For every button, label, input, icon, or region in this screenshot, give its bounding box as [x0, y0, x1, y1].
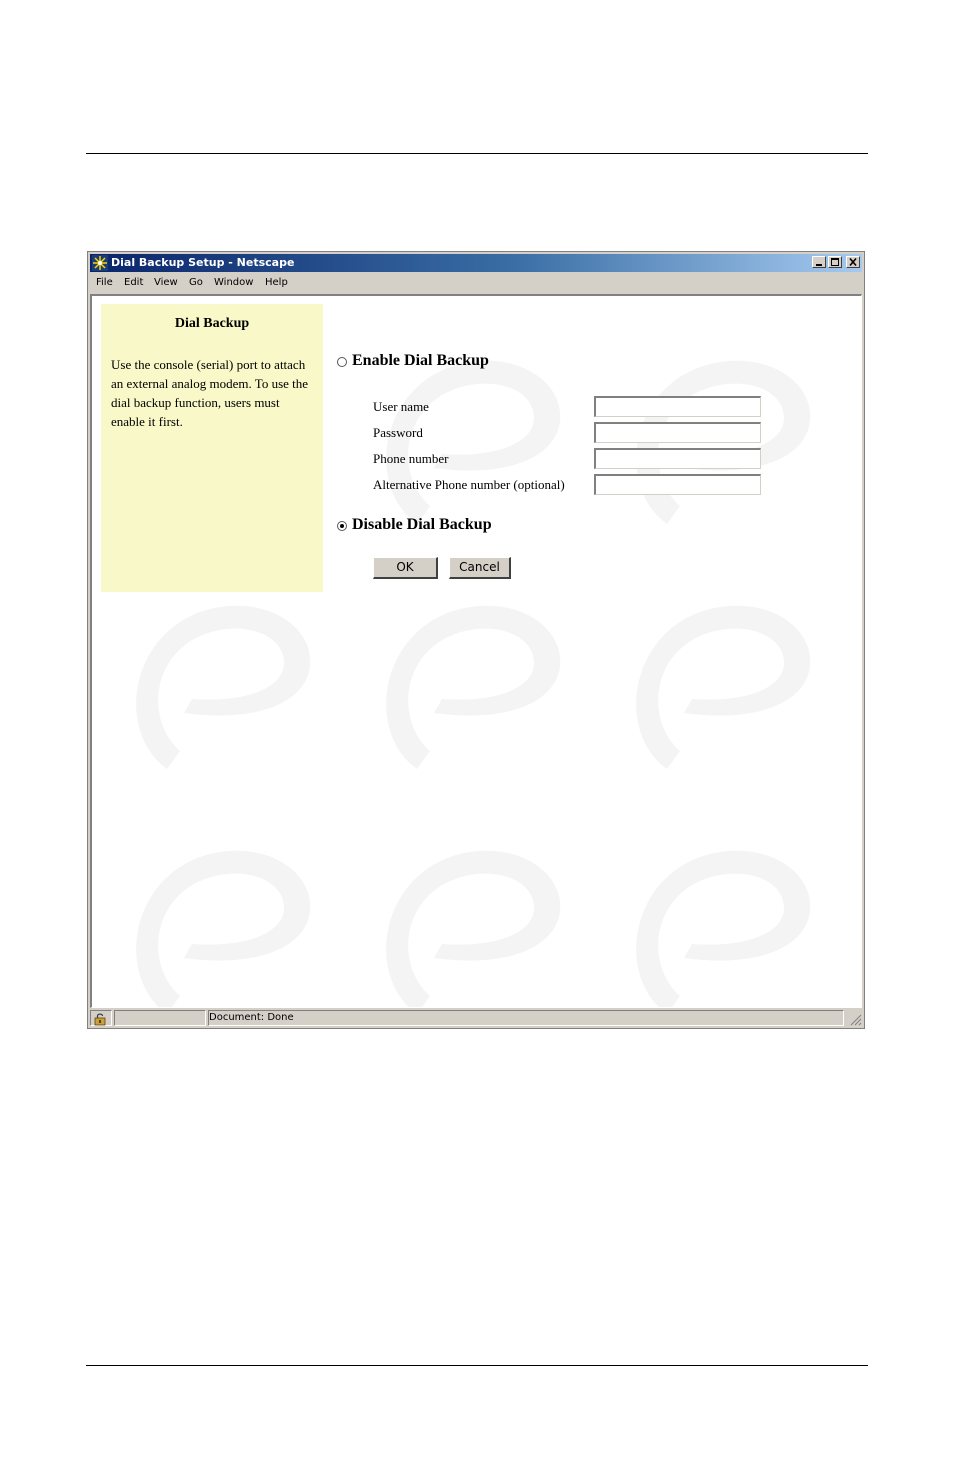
progress-cell: [114, 1010, 206, 1026]
page-content: [90, 294, 862, 1008]
menu-go[interactable]: Go: [189, 277, 203, 288]
menu-bar: [90, 274, 862, 292]
status-bar: [90, 1010, 862, 1026]
password-label: Password: [373, 425, 423, 440]
user-name-input[interactable]: [594, 396, 761, 417]
disable-radio-button[interactable]: [336, 520, 348, 532]
security-cell[interactable]: [90, 1010, 112, 1026]
minimize-button[interactable]: [812, 256, 826, 268]
maximize-icon: [829, 257, 841, 267]
cancel-button[interactable]: Cancel: [449, 557, 511, 579]
minimize-icon: [813, 257, 825, 267]
menu-help[interactable]: Help: [265, 277, 288, 288]
enable-radio-button[interactable]: [336, 356, 348, 368]
close-button[interactable]: [846, 256, 860, 268]
alt-phone-number-label: Alternative Phone number (optional): [373, 477, 565, 492]
title-bar[interactable]: [90, 254, 862, 272]
netscape-icon: [92, 255, 108, 271]
status-text: Document: Done: [209, 1012, 294, 1023]
phone-number-label: Phone number: [373, 451, 449, 466]
menu-view[interactable]: View: [154, 277, 178, 288]
password-input[interactable]: [594, 422, 761, 443]
close-icon: [847, 257, 859, 267]
resize-grip-icon[interactable]: [848, 1012, 862, 1026]
sidebar-description: Use the console (serial) port to attach an external analog modem. To use the dial backup function, users must enable it first.: [111, 357, 309, 429]
menu-file[interactable]: File: [96, 277, 113, 288]
maximize-button[interactable]: [828, 256, 842, 268]
sidebar-title: Dial Backup: [174, 316, 250, 331]
lock-icon: [93, 1012, 107, 1026]
status-message-cell: [208, 1010, 844, 1026]
enable-dial-backup-label: Enable Dial Backup: [352, 352, 489, 369]
phone-number-input[interactable]: [594, 448, 761, 469]
help-sidebar: [101, 304, 323, 592]
user-name-label: User name: [373, 399, 429, 414]
ok-button[interactable]: OK: [373, 557, 438, 579]
window-title: Dial Backup Setup - Netscape: [111, 256, 295, 269]
menu-edit[interactable]: Edit: [124, 277, 144, 288]
browser-window: [87, 251, 865, 1029]
disable-dial-backup-label: Disable Dial Backup: [352, 516, 492, 533]
alt-phone-number-input[interactable]: [594, 474, 761, 495]
page-rule-top: [86, 153, 868, 154]
page-rule-bottom: [86, 1365, 868, 1366]
menu-window[interactable]: Window: [214, 277, 254, 288]
